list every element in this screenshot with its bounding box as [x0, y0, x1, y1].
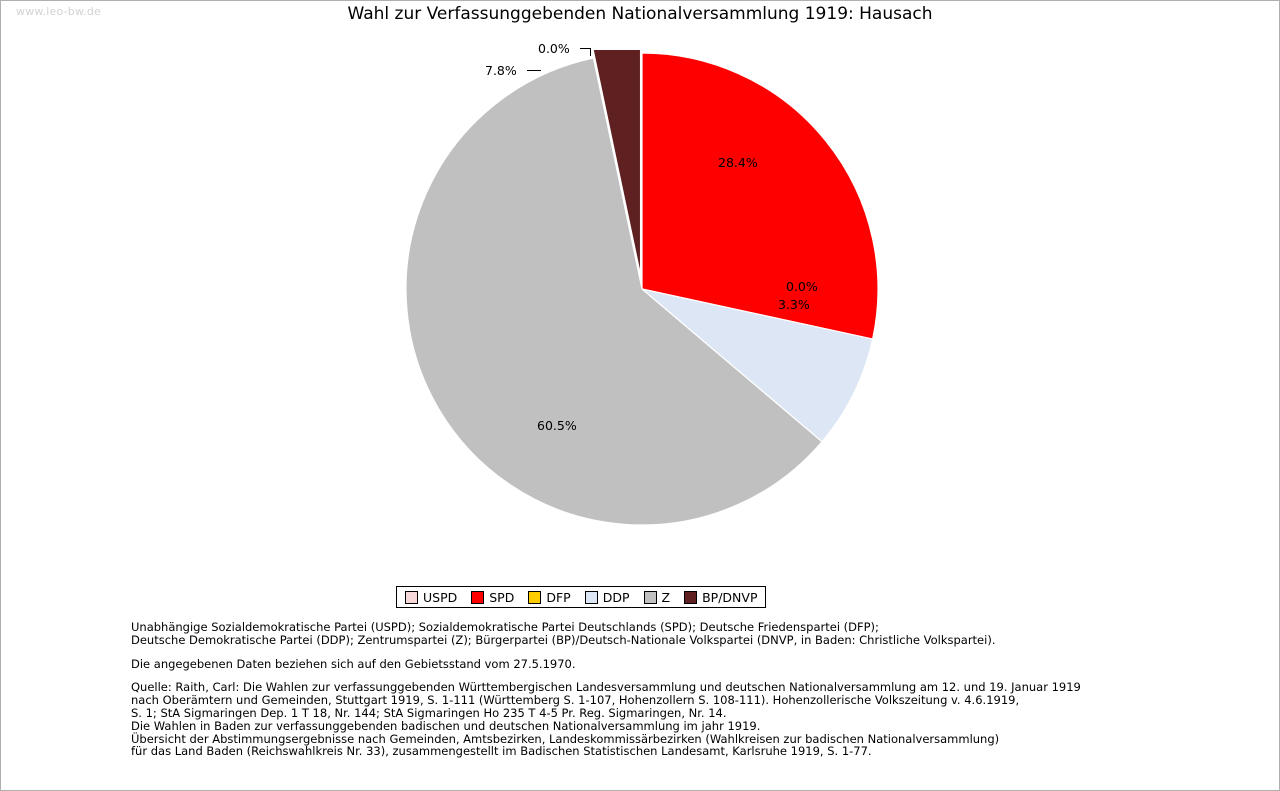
legend-swatch-dfp — [528, 591, 541, 604]
legend-swatch-ddp — [585, 591, 598, 604]
note-source-line-1: Quelle: Raith, Carl: Die Wahlen zur verfassunggebenden Württembergischen Landesversammlung und deutschen Nationalversammlung am 12. und 19. Januar 1919 — [131, 680, 1081, 695]
value-label-spd: 28.4% — [718, 155, 758, 170]
note-source-line-2: nach Oberämtern und Gemeinden, Stuttgart 1919, S. 1-111 (Württemberg S. 1-107, Hohenzollern S. 108-111). Hohenzollerische Volkszeitung v. 4.6.1919, — [131, 693, 1020, 708]
note-parties-line-1: Unabhängige Sozialdemokratische Partei (USPD); Sozialdemokratische Partei Deutschlands (SPD); Deutsche Friedenspartei (DFP); — [131, 620, 879, 634]
note-territory-line-1: Die angegebenen Daten beziehen sich auf den Gebietsstand vom 27.5.1970. — [131, 656, 576, 671]
legend-item-ddp[interactable] — [585, 590, 630, 605]
legend-label-uspd: USPD — [423, 589, 458, 605]
leader-line-ddp — [527, 70, 541, 71]
note-source — [131, 681, 1211, 758]
legend-item-spd[interactable] — [471, 590, 514, 605]
legend-item-uspd[interactable] — [405, 590, 457, 605]
value-label-dfp: 0.0% — [786, 279, 818, 294]
legend-label-ddp: DDP — [602, 589, 630, 605]
note-parties-line-2: Deutsche Demokratische Partei (DDP); Zentrumspartei (Z); Bürgerpartei (BP)/Deutsch-Nationale Volkspartei (DNVP, in Baden: Christliche Volkspartei). — [131, 632, 996, 647]
legend-label-z: Z — [661, 589, 671, 605]
note-source-line-5: Übersicht der Abstimmungsergebnisse nach Gemeinden, Amtsbezirken, Landeskommissärbezirken (Wahlkreisen zur badischen Nationalversammlung) — [131, 731, 1000, 746]
note-source-line-6: für das Land Baden (Reichswahlkreis Nr. 33), zusammengestellt im Badischen Statistischen Landesamt, Karlsruhe 1919, S. 1-77. — [131, 744, 872, 759]
legend-label-spd: SPD — [489, 589, 515, 605]
legend-label-bp-dnvp: BP/DNVP — [702, 589, 758, 605]
legend-item-bp-dnvp[interactable] — [684, 590, 757, 605]
legend-swatch-uspd — [405, 591, 418, 604]
legend — [396, 586, 766, 608]
watermark: www.leo-bw.de — [16, 5, 102, 18]
note-source-line-3: S. 1; StA Sigmaringen Dep. 1 T 18, Nr. 144; StA Sigmaringen Ho 235 T 4-5 Pr. Reg. Sigmaringen, Nr. 14. — [131, 705, 727, 720]
legend-label-dfp: DFP — [546, 589, 571, 605]
page-title: Wahl zur Verfassunggebenden Nationalversammlung 1919: Hausach — [347, 4, 933, 24]
legend-item-dfp[interactable] — [528, 590, 570, 605]
value-label-bp-dnvp: 3.3% — [778, 297, 810, 312]
value-label-uspd: 0.0% — [538, 41, 570, 56]
leader-line-uspd-2 — [590, 48, 591, 56]
legend-swatch-spd — [471, 591, 484, 604]
note-territory — [131, 658, 1211, 671]
note-parties — [131, 621, 1211, 647]
legend-swatch-z — [644, 591, 657, 604]
footnotes — [131, 621, 1211, 758]
legend-item-z[interactable] — [644, 590, 671, 605]
value-label-z: 60.5% — [537, 418, 577, 433]
legend-swatch-bp-dnvp — [684, 591, 697, 604]
value-label-ddp: 7.8% — [485, 63, 517, 78]
note-source-line-4: Die Wahlen in Baden zur verfassunggebenden badischen und deutschen Nationalversammlung im jahr 1919. — [131, 718, 761, 733]
